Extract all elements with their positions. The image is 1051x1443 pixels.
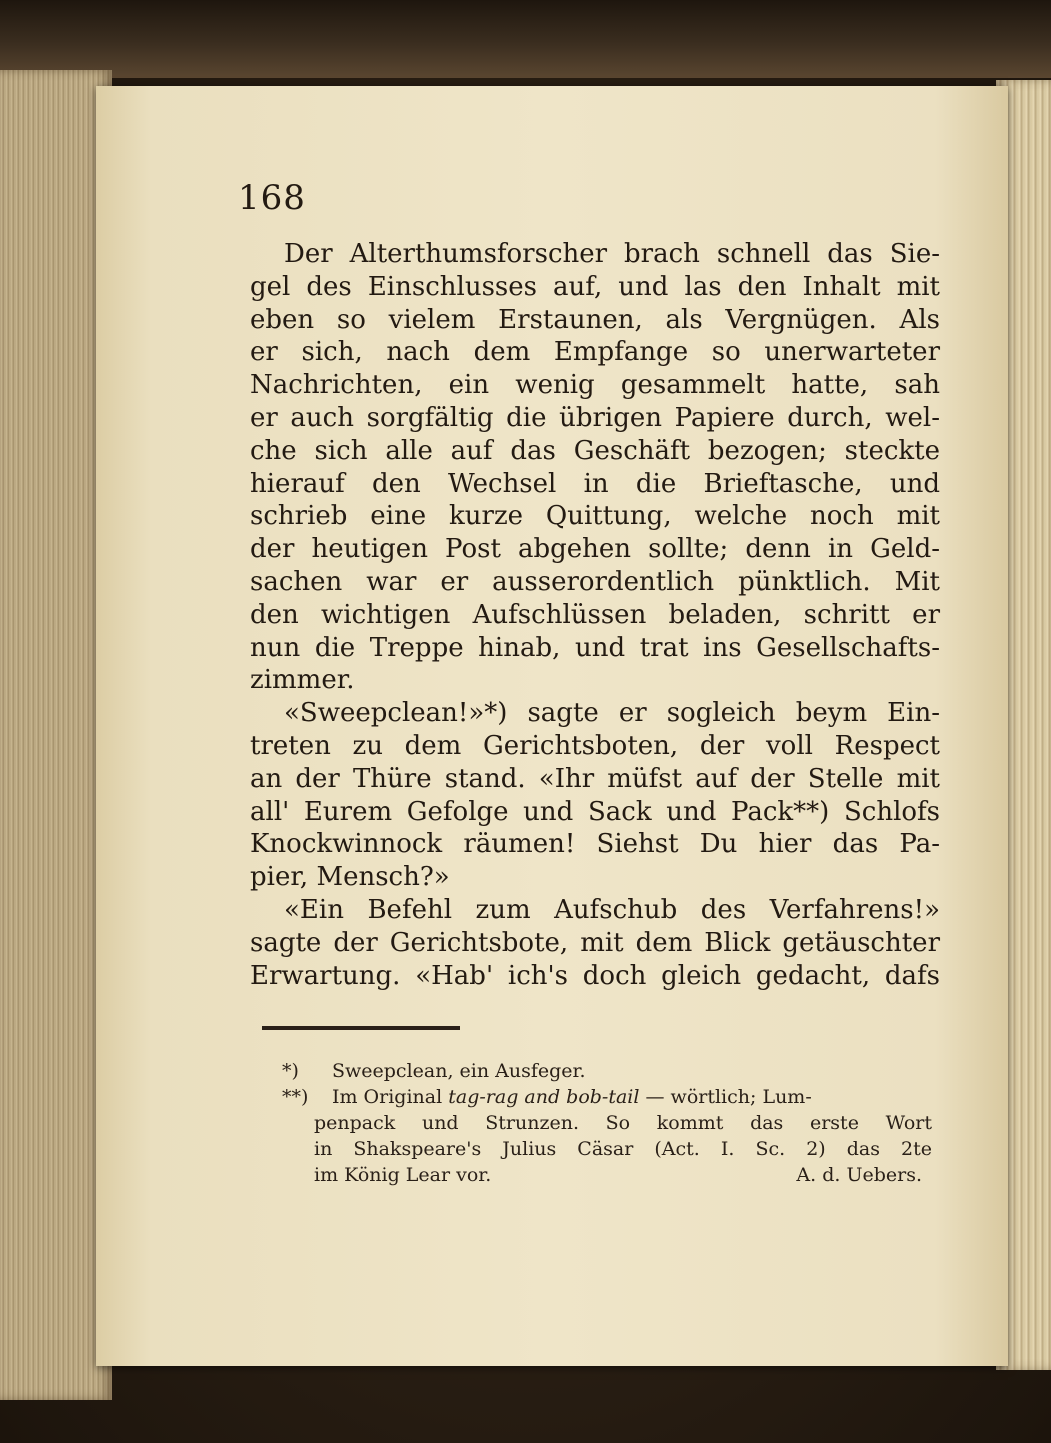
text-line: eben so vielem Erstaunen, als Vergnügen. Als — [250, 304, 940, 335]
footnotes — [262, 1058, 932, 1188]
footnote-text: — wörtlich; Lum- — [645, 1086, 812, 1108]
text-line: «Sweepclean!»*) sagte er sogleich beym Ein- — [284, 698, 940, 729]
text-line: zimmer. — [250, 665, 355, 696]
footnote-rule — [262, 1026, 460, 1030]
footnote-text: Sweepclean, ein Ausfeger. — [332, 1060, 586, 1082]
translator-note: A. d. Uebers. — [796, 1164, 922, 1186]
text-line: er auch sorgfältig die übrigen Papiere durch, wel- — [250, 402, 940, 433]
text-line: «Ein Befehl zum Aufschub des Verfahrens!» — [284, 894, 940, 925]
body-text — [250, 238, 940, 992]
footnote-text: im König Lear vor. — [314, 1164, 492, 1186]
text-line: pier, Mensch?» — [250, 862, 450, 893]
text-line: schrieb eine kurze Quittung, welche noch mit — [250, 501, 940, 532]
footnote-line: penpack und Strunzen. So kommt das erste Wort — [314, 1112, 932, 1134]
text-line: sachen war er ausserordentlich pünktlich. Mit — [250, 566, 940, 597]
text-line: Der Alterthumsforscher brach schnell das Sie- — [284, 239, 940, 269]
footnote-1 — [262, 1058, 932, 1084]
text-line: den wichtigen Aufschlüssen beladen, schritt er — [250, 599, 940, 630]
page-number: 168 — [238, 178, 306, 218]
text-line: hierauf den Wechsel in die Brieftasche, und — [250, 468, 940, 499]
text-line: er sich, nach dem Empfange so unerwarteter — [250, 337, 940, 368]
text-line: che sich alle auf das Geschäft bezogen; steckte — [250, 435, 940, 466]
footnote-line — [262, 1162, 932, 1188]
footnote-italic-text: tag-rag and bob-tail — [448, 1086, 640, 1108]
book-cover-edge — [0, 0, 1051, 78]
text-line: gel des Einschlusses auf, und las den Inhalt mit — [250, 271, 940, 302]
text-line: sagte der Gerichtsbote, mit dem Blick getäuschter — [250, 927, 940, 958]
text-line: Erwartung. «Hab' ich's doch gleich gedacht, dafs — [250, 960, 940, 991]
footnote-2 — [262, 1084, 932, 1110]
text-line: all' Eurem Gefolge und Sack und Pack**) Schlofs — [250, 796, 940, 827]
text-line: nun die Treppe hinab, und trat ins Gesellschafts- — [250, 632, 940, 663]
footnote-marker: *) — [282, 1060, 299, 1082]
text-line: der heutigen Post abgehen sollte; denn in Geld- — [250, 534, 940, 565]
footnote-text: Im Original — [332, 1086, 443, 1108]
text-line: Nachrichten, ein wenig gesammelt hatte, sah — [250, 370, 940, 401]
text-line: an der Thüre stand. «Ihr müfst auf der Stelle mit — [250, 763, 940, 794]
text-line: treten zu dem Gerichtsboten, der voll Respect — [250, 730, 940, 761]
footnote-marker: **) — [282, 1086, 309, 1108]
footnote-line: in Shakspeare's Julius Cäsar (Act. I. Sc. 2) das 2te — [314, 1138, 932, 1160]
text-line: Knockwinnock räumen! Siehst Du hier das Pa- — [250, 829, 940, 860]
